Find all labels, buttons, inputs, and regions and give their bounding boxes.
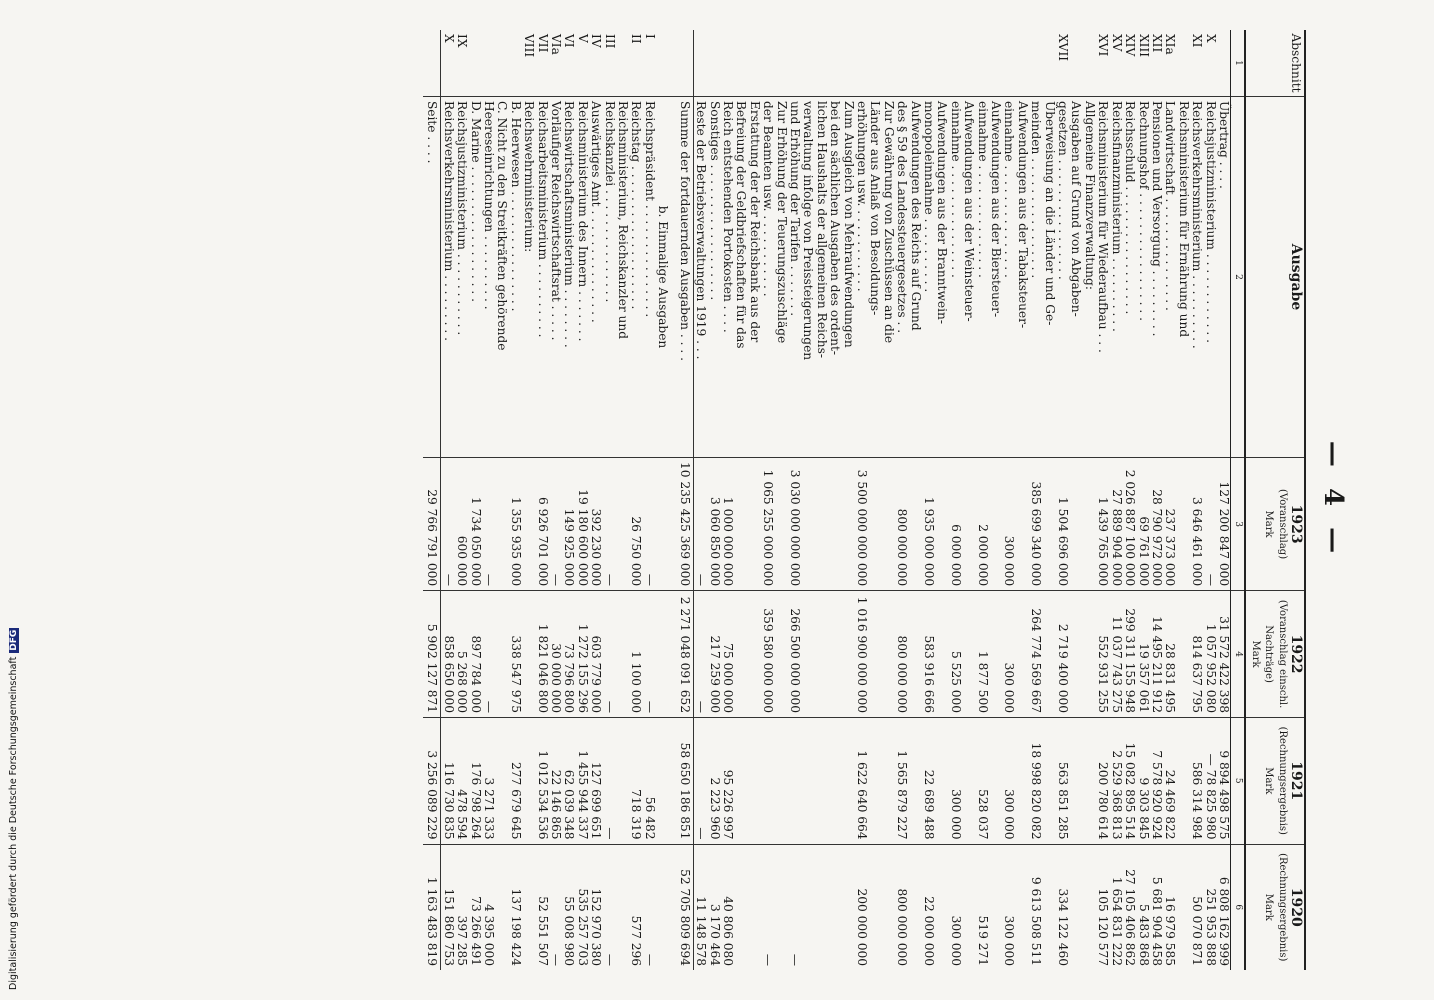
ausgabe-cell: Reichsjustizministerium . . . . . . . . . . .: [455, 96, 468, 457]
value-1921-cell: 300 000: [1002, 718, 1029, 844]
table-row: [1136, 30, 1149, 970]
table-header-row: [1245, 30, 1305, 970]
value-1921-cell: 9 303 845: [1136, 718, 1149, 844]
value-1923-cell: 600 000: [455, 458, 468, 591]
value-1920-cell: 11 148 578: [693, 844, 707, 970]
ausgabe-cell: D. Marine . . . . . . . . . . . . . . . . . .: [468, 96, 481, 457]
ausgabe-cell: Reichsfinanzministerium . . . . . . . . . .: [1109, 96, 1122, 457]
abschnitt-cell: XIV: [1123, 34, 1138, 57]
value-1920-cell: 334 122 460: [1056, 844, 1096, 970]
table-row: [1163, 30, 1190, 970]
value-1921-cell: 2 223 960: [707, 718, 720, 844]
value-1923-cell: 6 926 701 000: [535, 458, 548, 591]
value-1920-cell: 105 120 577: [1096, 844, 1109, 970]
value-1923-cell: 3 646 461 000: [1190, 458, 1203, 591]
column-number-row: [1230, 30, 1245, 970]
value-1922-cell: 5 268 000: [455, 591, 468, 718]
value-1922-cell: 31 572 422 398: [1217, 591, 1231, 718]
value-1922-cell: 800 000 000: [895, 591, 922, 718]
value-1922-cell: —: [643, 591, 656, 718]
value-1921-cell: [761, 718, 788, 844]
ausgabe-cell: Aufwendungen aus der Tabaksteuer- einnahme . . . . . . . . . . . . . . .: [1002, 96, 1029, 457]
ausgabe-cell: C. Nicht zu den Streitkräften gehörende Heereseinrichtungen . . . . . . . . . .: [482, 96, 509, 457]
value-1920-cell: —: [602, 844, 629, 970]
value-1922-cell: 858 650 000: [441, 591, 455, 718]
header-1921: 1921 (Rechnungsergebnis) Mark: [1245, 718, 1305, 844]
value-1922-cell: 19 357 061: [1136, 591, 1149, 718]
value-1922-cell: —: [693, 591, 707, 718]
value-1920-cell: [522, 844, 535, 970]
ausgabe-cell: Reichsministerium für Wiederaufbau . . .: [1096, 96, 1109, 457]
sum-row: [675, 30, 693, 970]
value-1922-cell: 603 779 000: [589, 591, 602, 718]
header-1923: 1923 (Voranschlag) Mark: [1245, 458, 1305, 591]
abschnitt-cell: X: [1203, 34, 1218, 43]
table-row: [761, 30, 788, 970]
abschnitt-cell: III: [602, 34, 617, 49]
value-1923-cell: 6 000 000: [948, 458, 975, 591]
table-row: [575, 30, 588, 970]
value-1922-cell: 5 902 127 871: [423, 591, 441, 718]
abschnitt-cell: XVI: [1096, 34, 1111, 57]
column-number: 2: [1230, 96, 1245, 457]
value-1923-cell: 19 180 600 000: [575, 458, 588, 591]
table-row: [441, 30, 455, 970]
value-1922-cell: 583 916 666: [922, 591, 949, 718]
table-row: [549, 30, 562, 970]
ausgabe-cell: Sonstiges . . . . . . . . . . . . . . . . . .: [707, 96, 720, 457]
value-1922-cell: —: [602, 591, 629, 718]
value-1920-cell: 137 198 424: [508, 844, 521, 970]
abschnitt-cell: [482, 30, 509, 96]
table-row: [602, 30, 629, 970]
ausgabe-cell: Aufwendungen aus der Branntwein- monopoleinnahme . . . . . . . . . .: [922, 96, 949, 457]
table-row: [589, 30, 602, 970]
value-1920-cell: 16 979 585: [1163, 844, 1190, 970]
value-1923-cell: 237 373 000: [1163, 458, 1190, 591]
value-1920-cell: 40 806 080: [721, 844, 761, 970]
table-row: [1109, 30, 1122, 970]
ausgabe-cell: Vorläufiger Reichswirtschaftsrat . . . . .: [549, 96, 562, 457]
ausgabe-cell: Auswärtiges Amt . . . . . . . . . . . . . . .: [589, 96, 602, 457]
value-1921-cell: 277 679 645: [508, 718, 521, 844]
ausgabe-cell: Reichsverkehrsministerium . . . . . . . . .: [441, 96, 455, 457]
value-1921-cell: [522, 718, 535, 844]
value-1923-cell: 1 355 935 000: [508, 458, 521, 591]
ausgabe-cell: Reichsverkehrsministerium . . . . . . . . . .: [1190, 96, 1203, 457]
value-1920-cell: 800 000 000: [895, 844, 922, 970]
ausgabe-cell: Reichspräsident . . . . . . . . . . . . . . .: [643, 96, 656, 457]
value-1923-cell: [522, 458, 535, 591]
column-number: 4: [1230, 591, 1245, 718]
ausgabe-cell: Reichsarbeitsministerium . . . . . . . . . .: [535, 96, 548, 457]
value-1923-cell: 28 790 972 000: [1150, 458, 1163, 591]
table-row: [1096, 30, 1109, 970]
table-row: [1056, 30, 1096, 970]
ausgabe-cell: b. Einmalige Ausgaben: [656, 96, 675, 457]
value-1923-cell: 2 000 000: [975, 458, 1002, 591]
sum-row: [423, 30, 441, 970]
value-1920-cell: 1 654 831 222: [1109, 844, 1122, 970]
value-1920-cell: 1 163 483 819: [423, 844, 441, 970]
table-row: [922, 30, 949, 970]
dfg-logo: DFG: [9, 629, 19, 651]
table-row: [975, 30, 1002, 970]
value-1922-cell: 1 016 900 000 000: [855, 591, 895, 718]
ausgabe-cell: Reste der Betriebsverwaltungen 1919 . . .: [693, 96, 707, 457]
value-1923-cell: 1 935 000 000: [922, 458, 949, 591]
ausgabe-cell: Aufwendungen des Reichs auf Grund des § 59 des Landessteuergesetzes . .: [895, 96, 922, 457]
value-1921-cell: 58 650 186 851: [675, 718, 693, 844]
table-row: [855, 30, 895, 970]
value-1920-cell: 577 296: [629, 844, 642, 970]
value-1923-cell: 26 750 000: [629, 458, 642, 591]
abschnitt-cell: [707, 30, 720, 96]
abschnitt-cell: VIa: [549, 34, 564, 55]
ausgabe-cell: Reichsschuld . . . . . . . . . . . . . . . . .: [1123, 96, 1136, 457]
ausgabe-cell: Reichstag . . . . . . . . . . . . . . . . . . .: [629, 96, 642, 457]
value-1921-cell: 3 271 333: [482, 718, 509, 844]
value-1921-cell: — 78 825 980: [1203, 718, 1216, 844]
abschnitt-cell: [508, 30, 521, 96]
abschnitt-cell: [922, 30, 949, 96]
value-1923-cell: [656, 458, 675, 591]
value-1923-cell: 1 065 255 000 000: [761, 458, 788, 591]
abschnitt-cell: V: [575, 34, 590, 43]
value-1921-cell: 95 226 997: [721, 718, 761, 844]
value-1920-cell: —: [788, 844, 855, 970]
ausgabe-cell: Pensionen und Versorgung . . . . . . . . .: [1150, 96, 1163, 457]
value-1920-cell: 519 271: [975, 844, 1002, 970]
abschnitt-cell: [895, 30, 922, 96]
value-1922-cell: 1 272 155 296: [575, 591, 588, 718]
value-1920-cell: 73 266 491: [468, 844, 481, 970]
value-1922-cell: 264 774 569 667: [1029, 591, 1056, 718]
ausgabe-cell: Zur Gewährung von Zuschüssen an die Länder aus Anlaß von Besoldungs- erhöhungen usw. . . . . . . . . . . .: [855, 96, 895, 457]
rotated-page-content: [44, 30, 1348, 970]
value-1920-cell: —: [761, 844, 788, 970]
ausgabe-cell: Erstattung der der Reichsbank aus der Befreiung der Geldbriefschaften für das Reich entstehenden Portokosten . . . .: [721, 96, 761, 457]
value-1921-cell: [788, 718, 855, 844]
value-1922-cell: 359 580 000 000: [761, 591, 788, 718]
value-1922-cell: 266 500 000 000: [788, 591, 855, 718]
table-row: [1002, 30, 1029, 970]
value-1923-cell: 1 439 765 000: [1096, 458, 1109, 591]
value-1923-cell: 127 200 847 000: [1217, 458, 1231, 591]
ausgabe-cell: Überweisung an die Länder und Ge- meinden . . . . . . . . . . . . . . . .: [1029, 96, 1056, 457]
table-row: [948, 30, 975, 970]
value-1923-cell: 149 925 000: [562, 458, 575, 591]
abschnitt-cell: IX: [455, 34, 470, 48]
value-1923-cell: 29 766 791 000: [423, 458, 441, 591]
value-1923-cell: 69 761 000: [1136, 458, 1149, 591]
abschnitt-cell: [975, 30, 1002, 96]
value-1920-cell: 300 000: [948, 844, 975, 970]
table-row: [788, 30, 855, 970]
table-row: [1123, 30, 1136, 970]
value-1920-cell: [656, 844, 675, 970]
value-1923-cell: 10 235 425 369 000: [675, 458, 693, 591]
value-1922-cell: 299 311 155 948: [1123, 591, 1136, 718]
ausgabe-cell: Zum Ausgleich von Mehraufwendungen bei den sächlichen Ausgaben des ordent- lichen Haushalts der allgemeinen Reichs- verwaltung infolge von Preissteigerungen und Erhöhung der Tarifen . . . . . . .: [788, 96, 855, 457]
value-1921-cell: —: [602, 718, 629, 844]
value-1923-cell: 3 500 000 000 000: [855, 458, 895, 591]
ausgabe-cell: Übertrag . . . .: [1217, 96, 1231, 457]
table-row: [629, 30, 642, 970]
value-1920-cell: 6 808 162 999: [1217, 844, 1231, 970]
value-1920-cell: 52 551 507: [535, 844, 548, 970]
abschnitt-cell: XVII: [1056, 34, 1071, 62]
value-1922-cell: [522, 591, 535, 718]
ausgabe-cell: Reichswehrministerium:: [522, 96, 535, 457]
value-1920-cell: 9 613 508 511: [1029, 844, 1056, 970]
value-1920-cell: 151 860 753: [441, 844, 455, 970]
value-1921-cell: 15 082 895 514: [1123, 718, 1136, 844]
table-row: [707, 30, 720, 970]
table-row: [693, 30, 707, 970]
value-1922-cell: 552 931 255: [1096, 591, 1109, 718]
ausgabe-cell: Reichsministerium, Reichskanzler und Reichskanzlei . . . . . . . . . . . . . . .: [602, 96, 629, 457]
value-1923-cell: —: [693, 458, 707, 591]
value-1920-cell: 300 000: [1002, 844, 1029, 970]
value-1923-cell: 3 060 850 000: [707, 458, 720, 591]
value-1920-cell: 397 285: [455, 844, 468, 970]
value-1923-cell: —: [1203, 458, 1216, 591]
value-1923-cell: 3 030 000 000 000: [788, 458, 855, 591]
ausgabe-cell: Reichsjustizministerium . . . . . . . . . . . .: [1203, 96, 1216, 457]
value-1922-cell: 30 000 000: [549, 591, 562, 718]
value-1921-cell: 22 146 865: [549, 718, 562, 844]
table-row: [1150, 30, 1163, 970]
value-1923-cell: —: [441, 458, 455, 591]
value-1921-cell: 7 578 920 924: [1150, 718, 1163, 844]
value-1923-cell: 1 504 696 000: [1056, 458, 1096, 591]
column-number: 3: [1230, 458, 1245, 591]
value-1922-cell: 338 547 975: [508, 591, 521, 718]
table-row: [1203, 30, 1216, 970]
value-1923-cell: —: [549, 458, 562, 591]
value-1920-cell: 4 395 000: [482, 844, 509, 970]
digitization-footer: [8, 628, 19, 990]
value-1922-cell: 217 259 000: [707, 591, 720, 718]
value-1923-cell: 392 230 000: [589, 458, 602, 591]
value-1921-cell: [656, 718, 675, 844]
header-abschnitt: Abschnitt: [1245, 30, 1305, 96]
value-1923-cell: —: [643, 458, 656, 591]
abschnitt-cell: [423, 30, 441, 96]
abschnitt-cell: I: [642, 34, 657, 39]
value-1923-cell: —: [602, 458, 629, 591]
abschnitt-cell: [1029, 30, 1056, 96]
abschnitt-cell: IV: [589, 34, 604, 48]
budget-table: [423, 30, 1306, 970]
column-number: 5: [1230, 718, 1245, 844]
abschnitt-cell: XIa: [1163, 34, 1178, 55]
value-1922-cell: 1 100 000: [629, 591, 642, 718]
abschnitt-cell: [675, 30, 693, 96]
value-1923-cell: —: [482, 458, 509, 591]
value-1921-cell: 1 012 534 536: [535, 718, 548, 844]
value-1922-cell: 11 037 743 275: [1109, 591, 1122, 718]
value-1922-cell: —: [482, 591, 509, 718]
table-row: [1029, 30, 1056, 970]
value-1921-cell: 300 000: [948, 718, 975, 844]
value-1921-cell: 56 482: [643, 718, 656, 844]
table-row: [562, 30, 575, 970]
value-1923-cell: 800 000 000: [895, 458, 922, 591]
abschnitt-cell: XII: [1149, 34, 1164, 53]
table-row: [721, 30, 761, 970]
value-1921-cell: 9 894 498 575: [1217, 718, 1231, 844]
abschnitt-cell: [761, 30, 788, 96]
ausgabe-cell: Zur Erhöhung der Teuerungszuschläge der Beamten usw. . . . . . . . . . . .: [761, 96, 788, 457]
value-1922-cell: 1 057 952 080: [1203, 591, 1216, 718]
value-1922-cell: 75 000 000: [721, 591, 761, 718]
abschnitt-cell: [1002, 30, 1029, 96]
value-1921-cell: 718 319: [629, 718, 642, 844]
value-1921-cell: 1 622 640 664: [855, 718, 895, 844]
ausgabe-cell: Reichswirtschaftsministerium . . . . . . . .: [562, 96, 575, 457]
page-number: — 4 —: [1318, 440, 1348, 560]
value-1922-cell: 14 495 211 912: [1150, 591, 1163, 718]
abschnitt-cell: [693, 30, 707, 96]
abschnitt-cell: XI: [1190, 34, 1205, 48]
value-1920-cell: 50 070 871: [1190, 844, 1203, 970]
value-1920-cell: 5 681 904 458: [1150, 844, 1163, 970]
ausgabe-cell: Aufwendungen aus der Weinsteuer- einnahme . . . . . . . . . . . . . . .: [948, 96, 975, 457]
value-1923-cell: 385 699 340 000: [1029, 458, 1056, 591]
table-row: [895, 30, 922, 970]
abschnitt-cell: X: [441, 34, 456, 43]
value-1921-cell: 127 699 651: [589, 718, 602, 844]
value-1922-cell: [656, 591, 675, 718]
value-1921-cell: 22 689 488: [922, 718, 949, 844]
table-row: [468, 30, 481, 970]
value-1920-cell: 22 000 000: [922, 844, 949, 970]
table-row: [508, 30, 521, 970]
abschnitt-cell: [855, 30, 895, 96]
value-1921-cell: 528 037: [975, 718, 1002, 844]
abschnitt-cell: [656, 30, 675, 96]
header-1922: 1922 (Voranschlag einschl. Nachträge) Mark: [1245, 591, 1305, 718]
value-1923-cell: 27 889 904 000: [1109, 458, 1122, 591]
ausgabe-cell: Allgemeine Finanzverwaltung: Ausgaben auf Grund von Abgaben- gesetzen . . . . . . . . . . . . . . . .: [1056, 96, 1096, 457]
value-1921-cell: 116 730 835: [441, 718, 455, 844]
value-1922-cell: 300 000: [1002, 591, 1029, 718]
value-1920-cell: 5 483 868: [1136, 844, 1149, 970]
value-1920-cell: 152 970 380: [589, 844, 602, 970]
value-1922-cell: 1 877 500: [975, 591, 1002, 718]
value-1922-cell: 814 637 795: [1190, 591, 1203, 718]
value-1922-cell: 897 784 000: [468, 591, 481, 718]
footer-text: Digitalisierung gefördert durch die Deutsche Forschungsgemeinschaft: [8, 656, 19, 990]
value-1923-cell: 1 734 050 000: [468, 458, 481, 591]
value-1920-cell: 55 008 980: [562, 844, 575, 970]
table-row: [535, 30, 548, 970]
ausgabe-cell: Reichsministerium des Innern . . . . . . .: [575, 96, 588, 457]
value-1921-cell: 62 039 348: [562, 718, 575, 844]
value-1922-cell: 1 821 046 800: [535, 591, 548, 718]
table-row: [1217, 30, 1231, 970]
value-1921-cell: 586 314 984: [1190, 718, 1203, 844]
value-1921-cell: 176 798 264: [468, 718, 481, 844]
value-1921-cell: 1 455 944 337: [575, 718, 588, 844]
abschnitt-cell: VI: [562, 34, 577, 48]
table-row: [643, 30, 656, 970]
value-1923-cell: 300 000: [1002, 458, 1029, 591]
abschnitt-cell: VIII: [522, 34, 537, 58]
value-1920-cell: 27 105 406 862: [1123, 844, 1136, 970]
abschnitt-cell: [468, 30, 481, 96]
abschnitt-cell: VII: [535, 34, 550, 53]
table-row: [455, 30, 468, 970]
value-1921-cell: 1 565 879 227: [895, 718, 922, 844]
value-1921-cell: 18 998 820 082: [1029, 718, 1056, 844]
value-1920-cell: 200 000 000: [855, 844, 895, 970]
value-1920-cell: 52 705 809 694: [675, 844, 693, 970]
value-1921-cell: 2 529 368 813: [1109, 718, 1122, 844]
abschnitt-cell: XV: [1109, 34, 1124, 52]
ausgabe-cell: B. Heerwesen . . . . . . . . . . . . . . . .: [508, 96, 521, 457]
table-row: [482, 30, 509, 970]
value-1922-cell: 2 719 400 000: [1056, 591, 1096, 718]
value-1923-cell: 1 000 000 000: [721, 458, 761, 591]
header-ausgabe: Ausgabe: [1245, 96, 1305, 457]
value-1922-cell: 73 796 800: [562, 591, 575, 718]
table-row: [522, 30, 535, 970]
column-number: 1: [1230, 30, 1245, 96]
ausgabe-cell: Rechnungshof . . . . . . . . . . . . . . . . .: [1136, 96, 1149, 457]
abschnitt-cell: II: [629, 34, 644, 44]
value-1923-cell: 2 026 887 100 000: [1123, 458, 1136, 591]
abschnitt-cell: [788, 30, 855, 96]
value-1920-cell: 3 170 464: [707, 844, 720, 970]
value-1920-cell: 251 953 888: [1203, 844, 1216, 970]
ausgabe-cell: Aufwendungen aus der Biersteuer- einnahme . . . . . . . . . . . . . . .: [975, 96, 1002, 457]
value-1920-cell: —: [549, 844, 562, 970]
table-body: [423, 30, 1230, 970]
value-1922-cell: 2 271 048 091 652: [675, 591, 693, 718]
abschnitt-cell: [1217, 30, 1231, 96]
section-heading-row: [656, 30, 675, 970]
value-1922-cell: 5 525 000: [948, 591, 975, 718]
abschnitt-cell: [721, 30, 761, 96]
value-1921-cell: 563 851 285: [1056, 718, 1096, 844]
ausgabe-cell: Summe der fortdauernden Ausgaben . . . .: [675, 96, 693, 457]
column-number: 6: [1230, 844, 1245, 970]
ausgabe-cell: Seite . . . .: [423, 96, 441, 457]
value-1921-cell: 478 594: [455, 718, 468, 844]
header-1920: 1920 (Rechnungsergebnis) Mark: [1245, 844, 1305, 970]
value-1921-cell: 24 469 822: [1163, 718, 1190, 844]
value-1921-cell: 200 780 614: [1096, 718, 1109, 844]
abschnitt-cell: XIII: [1136, 34, 1151, 58]
table-row: [1190, 30, 1203, 970]
value-1920-cell: 535 257 703: [575, 844, 588, 970]
value-1921-cell: 3 256 089 229: [423, 718, 441, 844]
ausgabe-cell: Reichsministerium für Ernährung und Landwirtschaft . . . . . . . . . . . . . . .: [1163, 96, 1190, 457]
value-1920-cell: —: [643, 844, 656, 970]
value-1921-cell: —: [693, 718, 707, 844]
abschnitt-cell: [948, 30, 975, 96]
value-1922-cell: 28 831 495: [1163, 591, 1190, 718]
